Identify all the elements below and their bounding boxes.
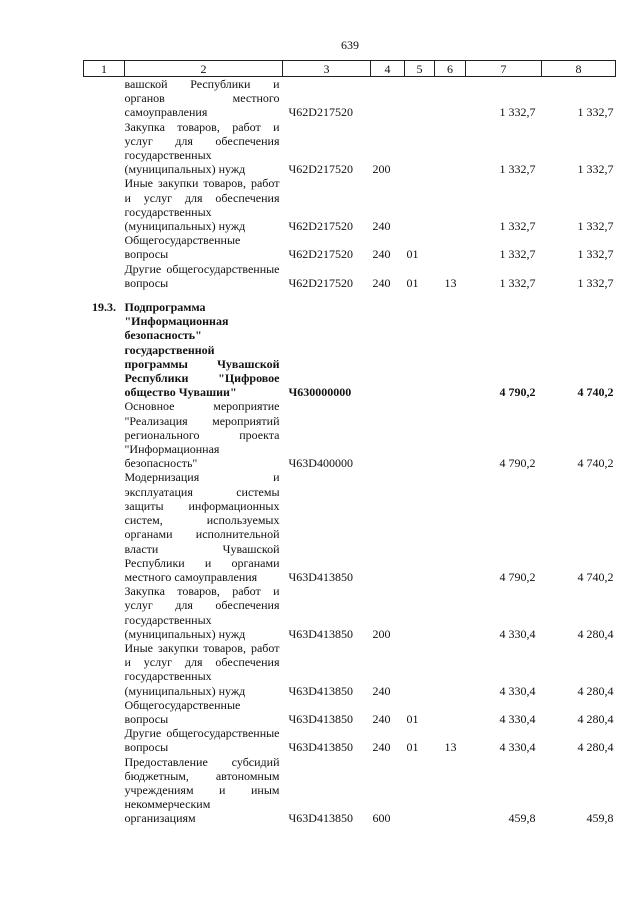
amount-year-2: 1 332,7: [577, 247, 614, 262]
budget-table: [83, 60, 616, 826]
expense-type-code: 240: [372, 219, 391, 234]
row-description: Закупка товаров, работ и услуг для обеспечения государственных (муниципальных) нужд: [124, 119, 280, 177]
row-description: Предоставление субсидий бюджетным, автономным учреждениям и иным некоммерческим организациям: [124, 754, 280, 826]
column-header: 8: [542, 61, 616, 77]
row-description: Другие общегосударственные вопросы: [124, 261, 280, 290]
row-number: [84, 755, 125, 826]
target-article-code: Ч62D217520: [288, 275, 353, 290]
row-description: Другие общегосударственные вопросы: [124, 726, 280, 755]
row-number: 19.3.: [92, 300, 116, 315]
table-row: [84, 399, 616, 470]
row-description: вашской Республики и органов местного самоуправления: [124, 77, 280, 120]
row-description: Модернизация и эксплуатация системы защиты информационных систем, используемых органами исполнительной власти Чувашской Республики и органами местного самоуправления: [124, 470, 280, 584]
target-article-code: Ч63D413850: [288, 740, 353, 755]
section-code: [405, 399, 435, 470]
subsection-code: [435, 584, 466, 641]
amount-year-1: 4 790,2: [499, 385, 536, 400]
subsection-code: [435, 233, 466, 261]
row-number: [84, 262, 125, 290]
table-row: [84, 470, 616, 584]
table-row: [84, 233, 616, 261]
section-code: [405, 300, 435, 399]
table-row: [84, 641, 616, 698]
column-header-row: [84, 61, 616, 77]
row-description: Закупка товаров, работ и услуг для обеспечения государственных (муниципальных) нужд: [124, 584, 280, 641]
target-article-code: Ч63D413850: [288, 569, 353, 584]
amount-year-2: 459,8: [586, 811, 614, 826]
table-row: [84, 77, 616, 120]
amount-year-1: 1 332,7: [499, 275, 536, 290]
expense-type-code: [371, 77, 405, 120]
spacer-row: [84, 290, 616, 300]
row-number: [84, 470, 125, 584]
row-description: Иные закупки товаров, работ и услуг для обеспечения государственных (муниципальных) нужд: [124, 640, 280, 698]
expense-type-code: 240: [372, 247, 391, 262]
row-description: Общегосударственные вопросы: [124, 697, 241, 726]
subsection-code: [435, 399, 466, 470]
column-header: 6: [435, 61, 466, 77]
subsection-code: 13: [444, 740, 457, 755]
expense-type-code: 240: [372, 740, 391, 755]
section-code: 01: [406, 247, 419, 262]
section-code: 01: [406, 275, 419, 290]
section-code: 01: [406, 740, 419, 755]
amount-year-2: 1 332,7: [577, 275, 614, 290]
expense-type-code: [371, 300, 405, 399]
expense-type-code: 240: [372, 683, 391, 698]
section-code: [405, 641, 435, 698]
row-number: [84, 176, 125, 233]
row-number: [84, 77, 125, 120]
subsection-code: [435, 176, 466, 233]
row-description: Основное мероприятие "Реализация мероприятий регионального проекта "Информационная безопасность": [124, 399, 280, 471]
expense-type-code: 240: [372, 711, 391, 726]
column-header: 1: [84, 61, 125, 77]
table-body: [84, 77, 616, 826]
row-number: [84, 120, 125, 177]
section-code: [405, 120, 435, 177]
target-article-code: Ч63D413850: [288, 626, 353, 641]
expense-type-code: [371, 399, 405, 470]
amount-year-2: 4 280,4: [577, 711, 614, 726]
expense-type-code: 200: [372, 162, 391, 177]
amount-year-1: 1 332,7: [499, 105, 536, 120]
amount-year-1: 4 790,2: [499, 569, 536, 584]
column-header: 2: [125, 61, 283, 77]
table-row: [84, 120, 616, 177]
section-code: [405, 755, 435, 826]
target-article-code: Ч63D413850: [288, 711, 353, 726]
table-row: [84, 176, 616, 233]
section-code: [405, 470, 435, 584]
row-description: Иные закупки товаров, работ и услуг для обеспечения государственных (муниципальных) нужд: [124, 176, 280, 234]
column-header: 4: [371, 61, 405, 77]
target-article-code: Ч63D400000: [288, 456, 353, 471]
subsection-code: [435, 755, 466, 826]
expense-type-code: 240: [372, 275, 391, 290]
row-number: [84, 726, 125, 754]
amount-year-1: 4 330,4: [499, 683, 536, 698]
table-row: [84, 262, 616, 290]
section-code: 01: [406, 711, 419, 726]
table-row: [84, 584, 616, 641]
row-number: [84, 641, 125, 698]
table-row: [84, 755, 616, 826]
expense-type-code: [371, 470, 405, 584]
row-number: [84, 698, 125, 726]
row-number: [84, 584, 125, 641]
amount-year-2: 1 332,7: [577, 105, 614, 120]
column-header: 5: [405, 61, 435, 77]
target-article-code: Ч630000000: [288, 385, 352, 400]
amount-year-1: 4 330,4: [499, 711, 536, 726]
table-row: [84, 726, 616, 754]
subsection-code: [435, 77, 466, 120]
subsection-code: 13: [444, 275, 457, 290]
column-header: 3: [283, 61, 371, 77]
section-code: [405, 77, 435, 120]
row-description: Подпрограмма "Информационная безопасность" государственной программы Чувашской Республики "Цифровое общество Чувашии": [124, 300, 280, 400]
target-article-code: Ч63D413850: [288, 811, 353, 826]
target-article-code: Ч62D217520: [288, 219, 353, 234]
subsection-code: [435, 120, 466, 177]
subsection-code: [435, 470, 466, 584]
column-header: 7: [466, 61, 542, 77]
amount-year-2: 1 332,7: [577, 162, 614, 177]
amount-year-2: 4 740,2: [577, 456, 614, 471]
amount-year-2: 4 280,4: [577, 740, 614, 755]
row-description: Общегосударственные вопросы: [124, 233, 241, 262]
subsection-code: [435, 300, 466, 399]
table-row: [84, 300, 616, 399]
amount-year-2: 4 280,4: [577, 683, 614, 698]
target-article-code: Ч62D217520: [288, 105, 353, 120]
amount-year-2: 4 740,2: [577, 569, 614, 584]
amount-year-2: 4 740,2: [577, 385, 614, 400]
table-row: [84, 698, 616, 726]
subsection-code: [435, 641, 466, 698]
subsection-code: [435, 698, 466, 726]
page-number: 639: [341, 38, 359, 52]
target-article-code: Ч62D217520: [288, 162, 353, 177]
spacer-cell: [84, 290, 616, 300]
amount-year-1: 4 330,4: [499, 626, 536, 641]
amount-year-1: 4 790,2: [499, 456, 536, 471]
amount-year-2: 4 280,4: [577, 626, 614, 641]
section-code: [405, 176, 435, 233]
row-number: [84, 233, 125, 261]
target-article-code: Ч62D217520: [288, 247, 353, 262]
expense-type-code: 600: [372, 811, 391, 826]
amount-year-1: 1 332,7: [499, 219, 536, 234]
section-code: [405, 584, 435, 641]
amount-year-2: 1 332,7: [577, 219, 614, 234]
amount-year-1: 4 330,4: [499, 740, 536, 755]
amount-year-1: 1 332,7: [499, 247, 536, 262]
expense-type-code: 200: [372, 626, 391, 641]
amount-year-1: 459,8: [508, 811, 536, 826]
row-number: [84, 399, 125, 470]
target-article-code: Ч63D413850: [288, 683, 353, 698]
amount-year-1: 1 332,7: [499, 162, 536, 177]
